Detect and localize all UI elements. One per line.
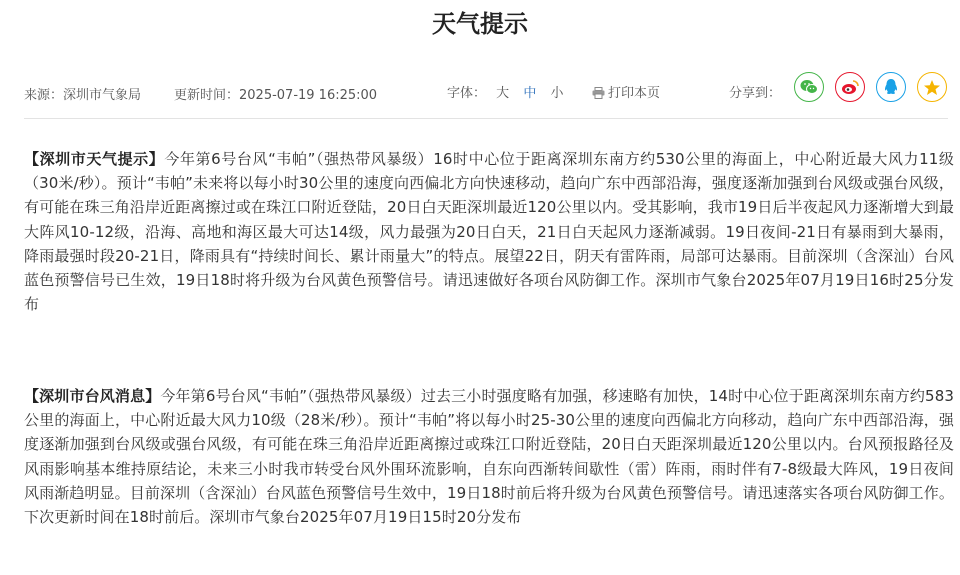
printer-icon <box>592 87 605 99</box>
font-size-large[interactable]: 大 <box>496 86 510 101</box>
page-title: 天气提示 <box>432 10 528 38</box>
wechat-icon <box>800 79 818 95</box>
article-paragraph <box>24 147 954 316</box>
share-label: 分享到： <box>729 86 782 101</box>
paragraph-body: 今年第6号台风“韦帕”（强热带风暴级）16时中心位于距离深圳东南方约530公里的海面上，中心附近最大风力11级（30米/秒）。预计“韦帕”未来将以每小时30公里的速度向西偏北方向快速移动，趋向广东中西部沿海，强度逐渐加强到台风级或强台风级，有可能在珠三角沿岸近距离擦过或在珠江口附近登陆，20日白天距深圳最近120公里以内。受其影响，我市19日后半夜起风力逐渐增大到最大阵风10-12级，沿海、高地和海区最大可达14级，风力最强为20日白天，21日白天起风力逐渐减弱。19日夜间-21日有暴雨到大暴雨，降雨最强时段20-21日，降雨具有“持续时间长、累计雨量大”的特点。展望22日，阴天有雷阵雨，局部可达暴雨。目前深圳（含深汕）台风蓝色预警信号已生效，19日18时将升级为台风黄色预警信号。请迅速做好各项台风防御工作。深圳市气象台2025年07月19日16时25分发布 <box>24 150 954 314</box>
weibo-icon <box>841 79 859 95</box>
share-wechat-button[interactable] <box>794 72 824 102</box>
share-weibo-button[interactable] <box>835 72 865 102</box>
meta-divider <box>24 118 948 119</box>
qq-icon <box>883 78 899 96</box>
font-size-label: 字体： <box>447 86 487 101</box>
paragraph-tag: 【深圳市台风消息】 <box>24 387 161 405</box>
share-qq-button[interactable] <box>876 72 906 102</box>
paragraph-tag: 【深圳市天气提示】 <box>24 150 165 168</box>
print-button[interactable] <box>592 82 660 101</box>
qzone-icon <box>923 79 941 96</box>
share-qzone-button[interactable] <box>917 72 947 102</box>
update-time: 更新时间：2025-07-19 16:25:00 <box>174 88 378 103</box>
article-paragraph <box>24 384 954 529</box>
print-label: 打印本页 <box>608 86 661 101</box>
font-size-switcher <box>447 82 573 101</box>
paragraph-body: 今年第6号台风“韦帕”（强热带风暴级）过去三小时强度略有加强，移速略有加快，14时中心位于距离深圳东南方约583公里的海面上，中心附近最大风力10级（28米/秒）。预计“韦帕”将以每小时25-30公里的速度向西偏北方向移动，趋向广东中西部沿海，强度逐渐加强到台风级或强台风级，有可能在珠三角沿岸近距离擦过或珠江口附近登陆，20日白天距深圳最近120公里以内。台风预报路径及风雨影响基本维持原结论，未来三小时我市转受台风外围环流影响，自东向西渐转间歇性（雷）阵雨，雨时伴有7-8级最大阵风，19日夜间风雨渐趋明显。目前深圳（含深汕）台风蓝色预警信号生效中，19日18时前后将升级为台风黄色预警信号。请迅速落实各项台风防御工作。下次更新时间在18时前后。深圳市气象台2025年07月19日15时20分发布 <box>24 387 954 527</box>
source-label: 来源：深圳市气象局 <box>24 88 142 103</box>
article-meta-bar <box>24 78 948 108</box>
font-size-small[interactable]: 小 <box>550 86 564 101</box>
font-size-medium[interactable]: 中 <box>523 86 537 101</box>
